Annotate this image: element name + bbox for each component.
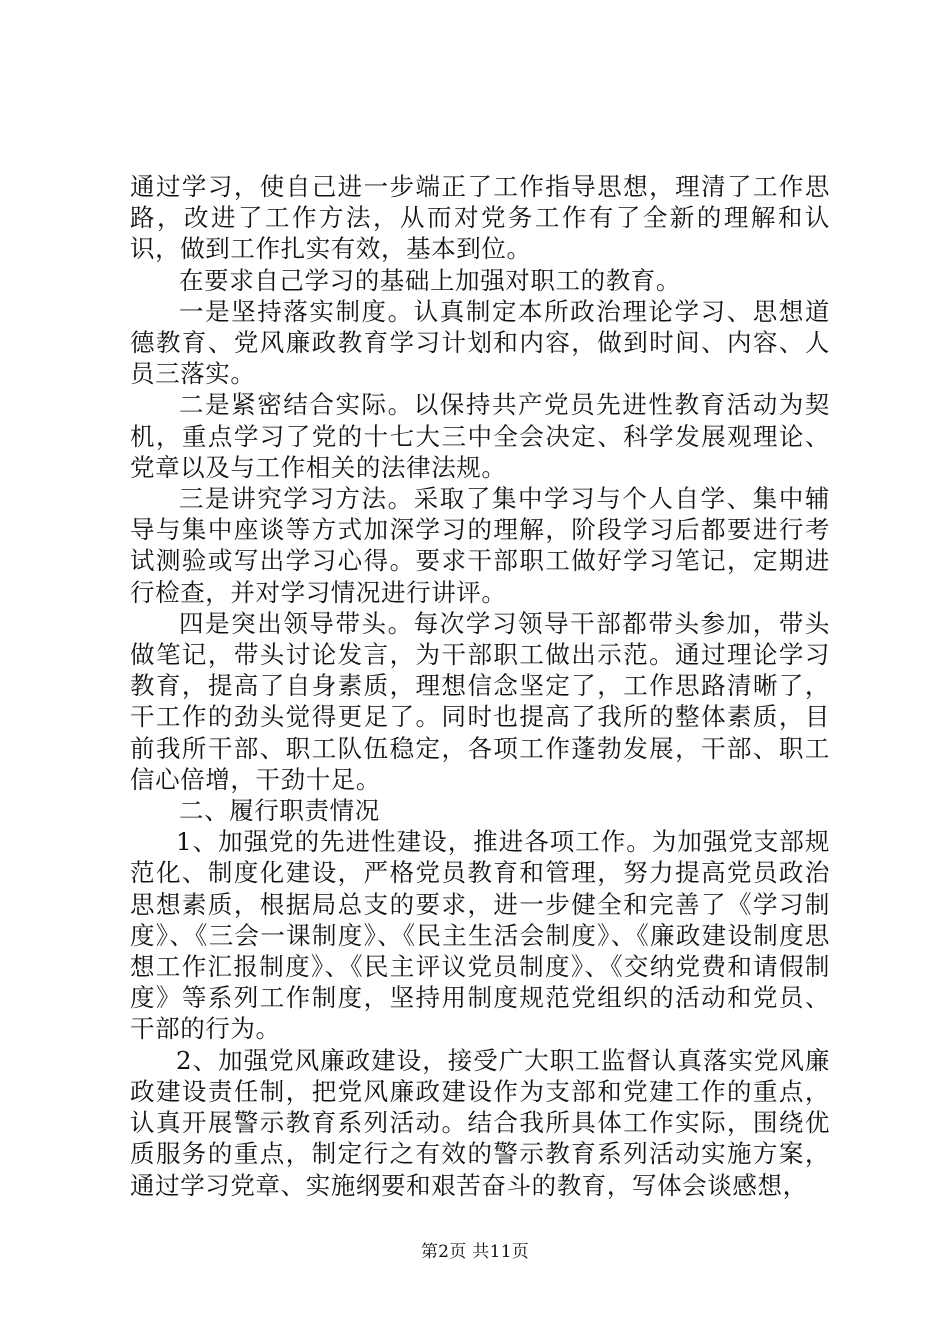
paragraph-8: 2、加强党风廉政建设，接受广大职工监督认真落实党风廉政建设责任制，把党风廉政建设作为支部和党建工作的重点，认真开展警示教育系列活动。结合我所具体工作实际，围绕优质服务的重点，制定行之有效的警示教育系列活动实施方案，通过学习党章、实施纲要和艰苦奋斗的教育，写体会谈感想， bbox=[130, 1045, 830, 1200]
paragraph-3: 一是坚持落实制度。认真制定本所政治理论学习、思想道德教育、党风廉政教育学习计划和内容，做到时间、内容、人员三落实。 bbox=[130, 296, 830, 389]
paragraph-2: 在要求自己学习的基础上加强对职工的教育。 bbox=[179, 265, 681, 295]
section-heading: 二、履行职责情况 bbox=[179, 796, 380, 826]
document-body bbox=[130, 171, 830, 1201]
paragraph-7: 1、加强党的先进性建设，推进各项工作。为加强党支部规范化、制度化建设，严格党员教育和管理，努力提高党员政治思想素质，根据局总支的要求，进一步健全和完善了《学习制度》、《三会一课制度》、《民主生活会制度》、《廉政建设制度思想工作汇报制度》、《民主评议党员制度》、《交纳党费和请假制度》等系列工作制度，坚持用制度规范党组织的活动和党员、干部的行为。 bbox=[130, 827, 830, 1044]
paragraph-5: 三是讲究学习方法。采取了集中学习与个人自学、集中辅导与集中座谈等方式加深学习的理解，阶段学习后都要进行考试测验或写出学习心得。要求干部职工做好学习笔记，定期进行检查，并对学习情况进行讲评。 bbox=[130, 484, 830, 607]
page-number-footer: 第2页 共11页 bbox=[420, 1242, 530, 1262]
paragraph-1: 通过学习，使自己进一步端正了工作指导思想，理清了工作思路，改进了工作方法，从而对党务工作有了全新的理解和认识，做到工作扎实有效，基本到位。 bbox=[130, 172, 830, 264]
paragraph-6: 四是突出领导带头。每次学习领导干部都带头参加，带头做笔记，带头讨论发言，为干部职工做出示范。通过理论学习教育，提高了自身素质，理想信念坚定了，工作思路清晰了，干工作的劲头觉得更足了。同时也提高了我所的整体素质，目前我所干部、职工队伍稳定，各项工作蓬勃发展，干部、职工信心倍增，干劲十足。 bbox=[130, 608, 830, 794]
paragraph-4: 二是紧密结合实际。以保持共产党员先进性教育活动为契机，重点学习了党的十七大三中全会决定、科学发展观理论、党章以及与工作相关的法律法规。 bbox=[130, 390, 830, 482]
